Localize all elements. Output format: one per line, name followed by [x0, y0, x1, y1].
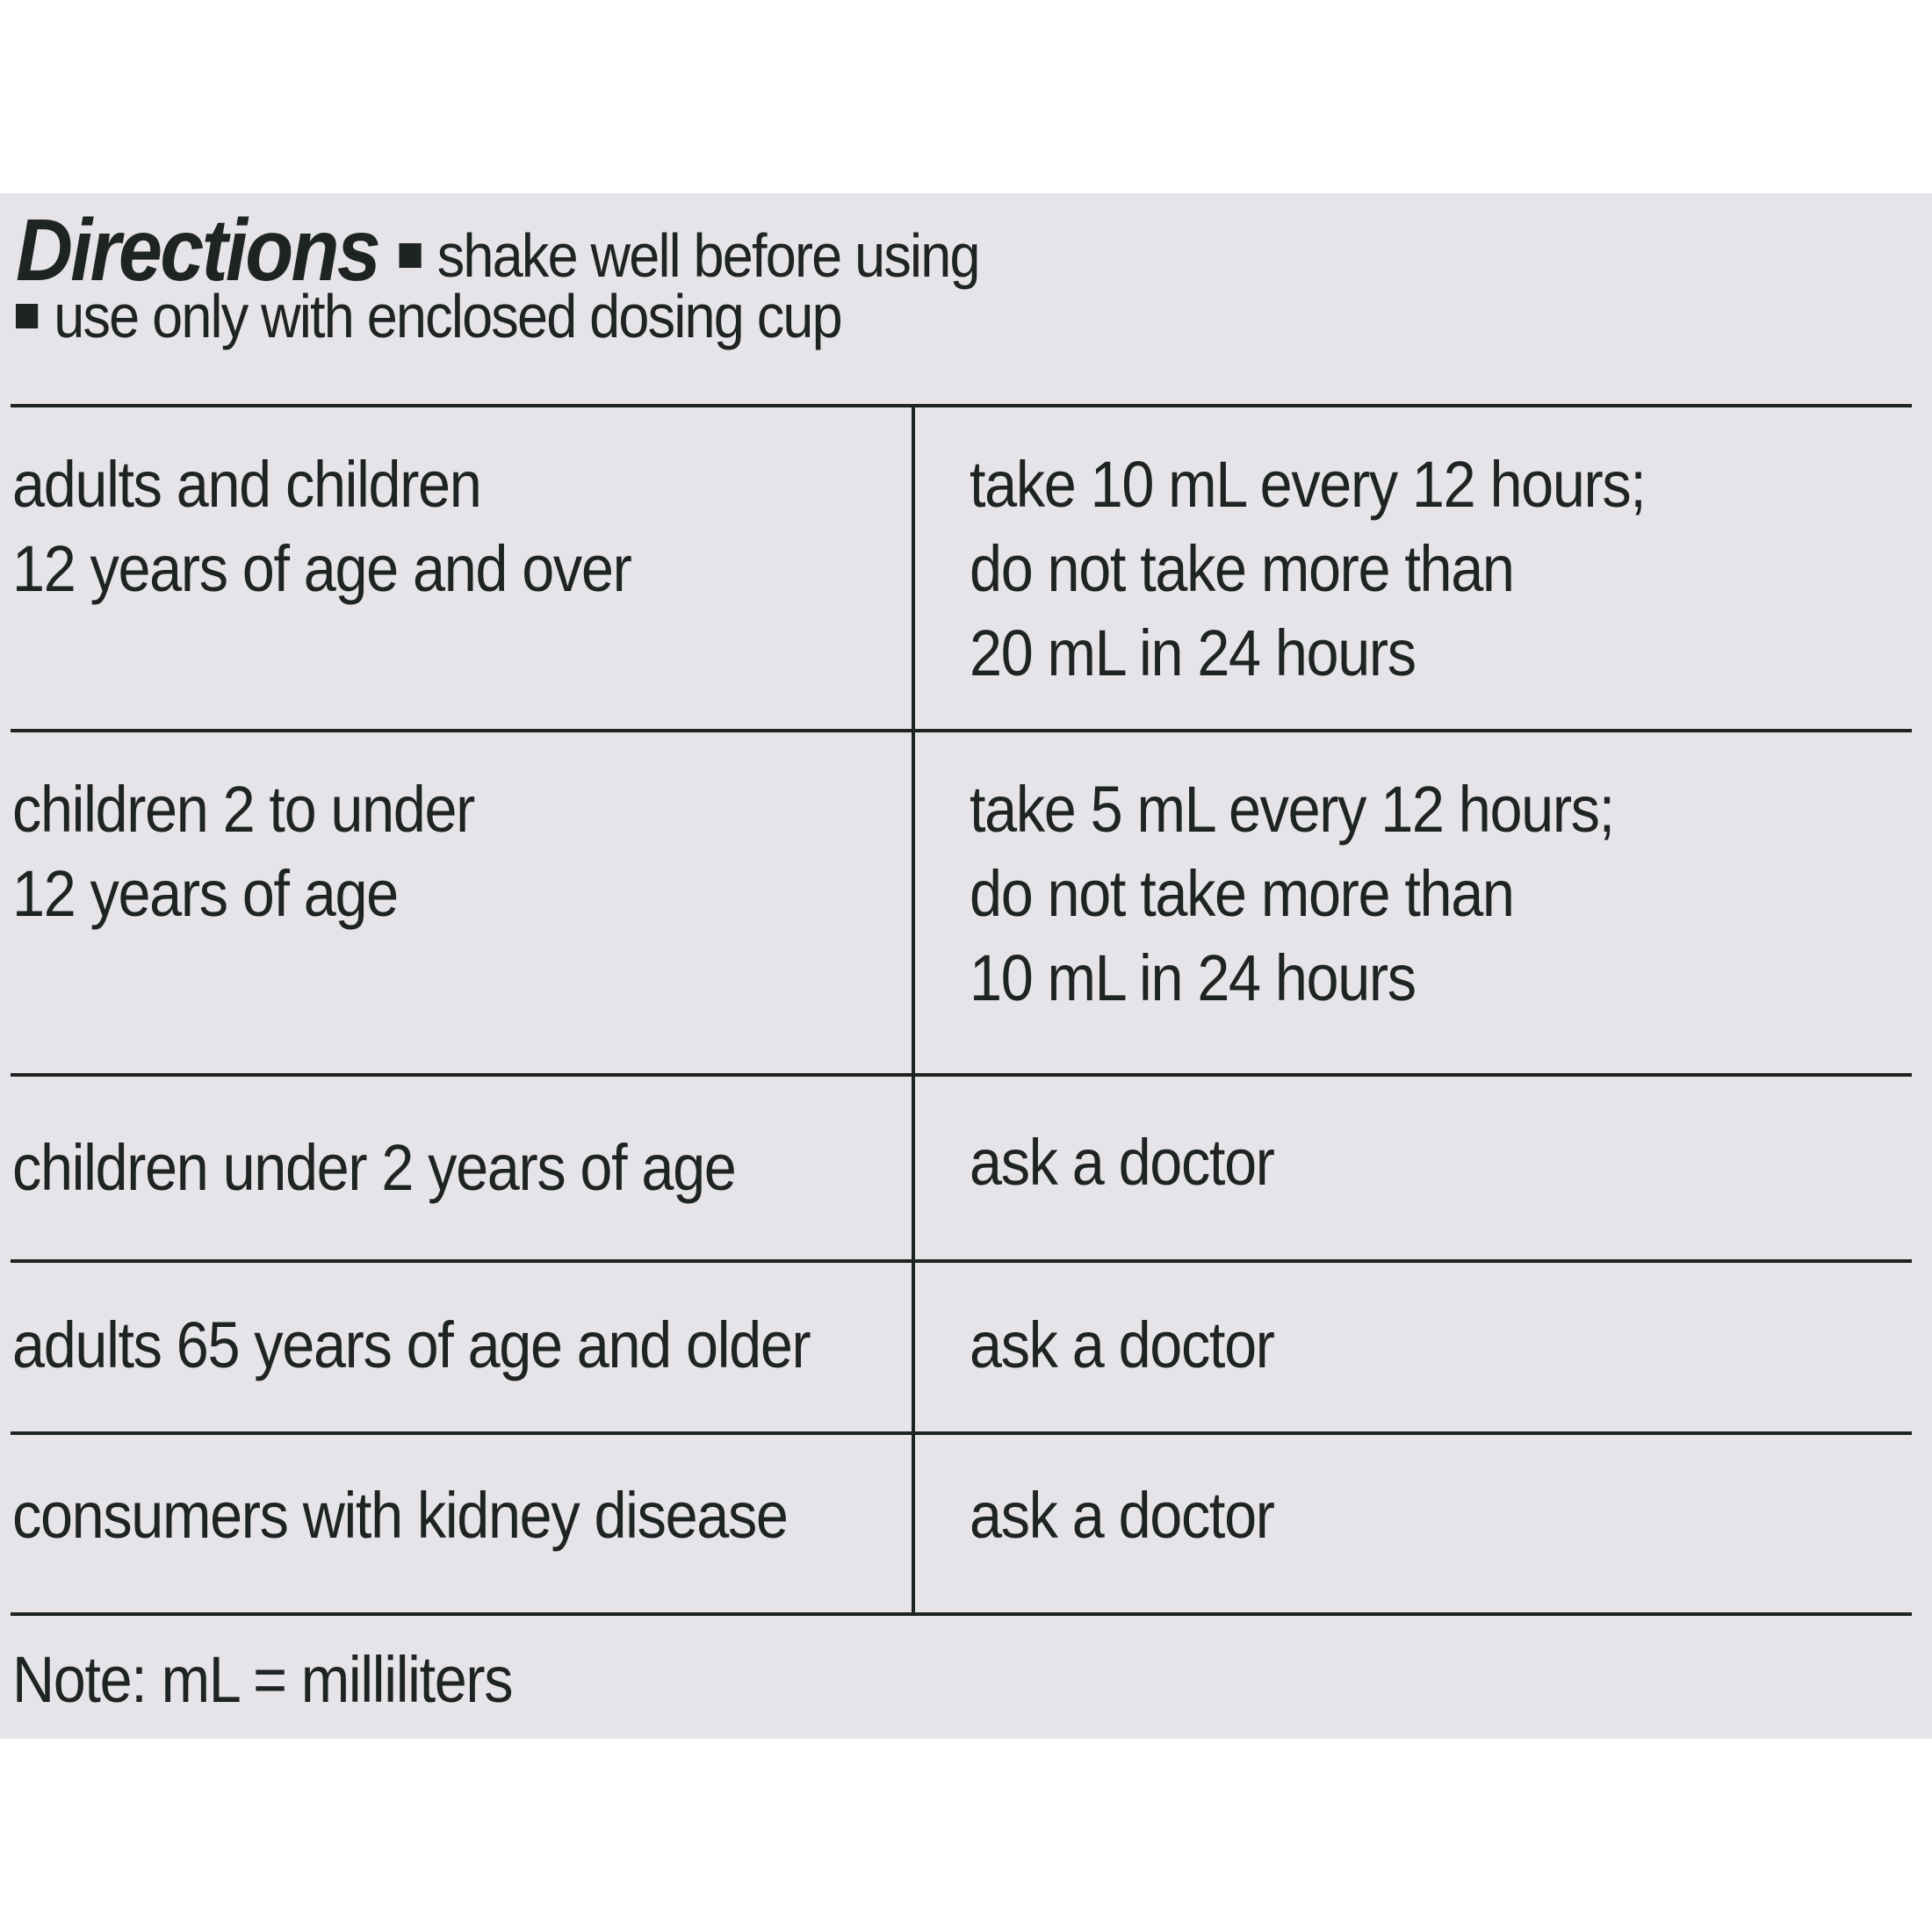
- dosage-cell: ask a doctor: [970, 1126, 1274, 1199]
- bullet-text-2: use only with enclosed dosing cup: [54, 282, 841, 350]
- age-group-cell: children under 2 years of age: [12, 1131, 736, 1204]
- directions-title: Directions: [16, 201, 379, 299]
- square-bullet-icon: [400, 243, 422, 268]
- age-group-cell: children 2 to under 12 years of age: [12, 773, 475, 930]
- age-group-cell: adults and children 12 years of age and over: [12, 448, 631, 605]
- table-row: [11, 407, 1912, 732]
- dosage-cell: take 10 mL every 12 hours; do not take more than 20 mL in 24 hours: [970, 448, 1646, 689]
- table-row: [11, 732, 1912, 1077]
- square-bullet-icon: [16, 304, 38, 328]
- table-row: [11, 1077, 1912, 1263]
- dosage-cell: take 5 mL every 12 hours; do not take more than 10 mL in 24 hours: [970, 773, 1614, 1014]
- age-group-cell: adults 65 years of age and older: [12, 1308, 811, 1381]
- dosage-cell: ask a doctor: [970, 1479, 1274, 1552]
- directions-panel: [0, 193, 1932, 1739]
- units-note: Note: mL = milliliters: [12, 1643, 513, 1716]
- table-row: [11, 1263, 1912, 1435]
- age-group-cell: consumers with kidney disease: [12, 1479, 788, 1552]
- bullet-text-1: shake well before using: [436, 221, 979, 290]
- table-row: [11, 1435, 1912, 1609]
- dosage-cell: ask a doctor: [970, 1308, 1274, 1381]
- header-line-2: [16, 281, 841, 351]
- dosage-table: [11, 404, 1912, 1616]
